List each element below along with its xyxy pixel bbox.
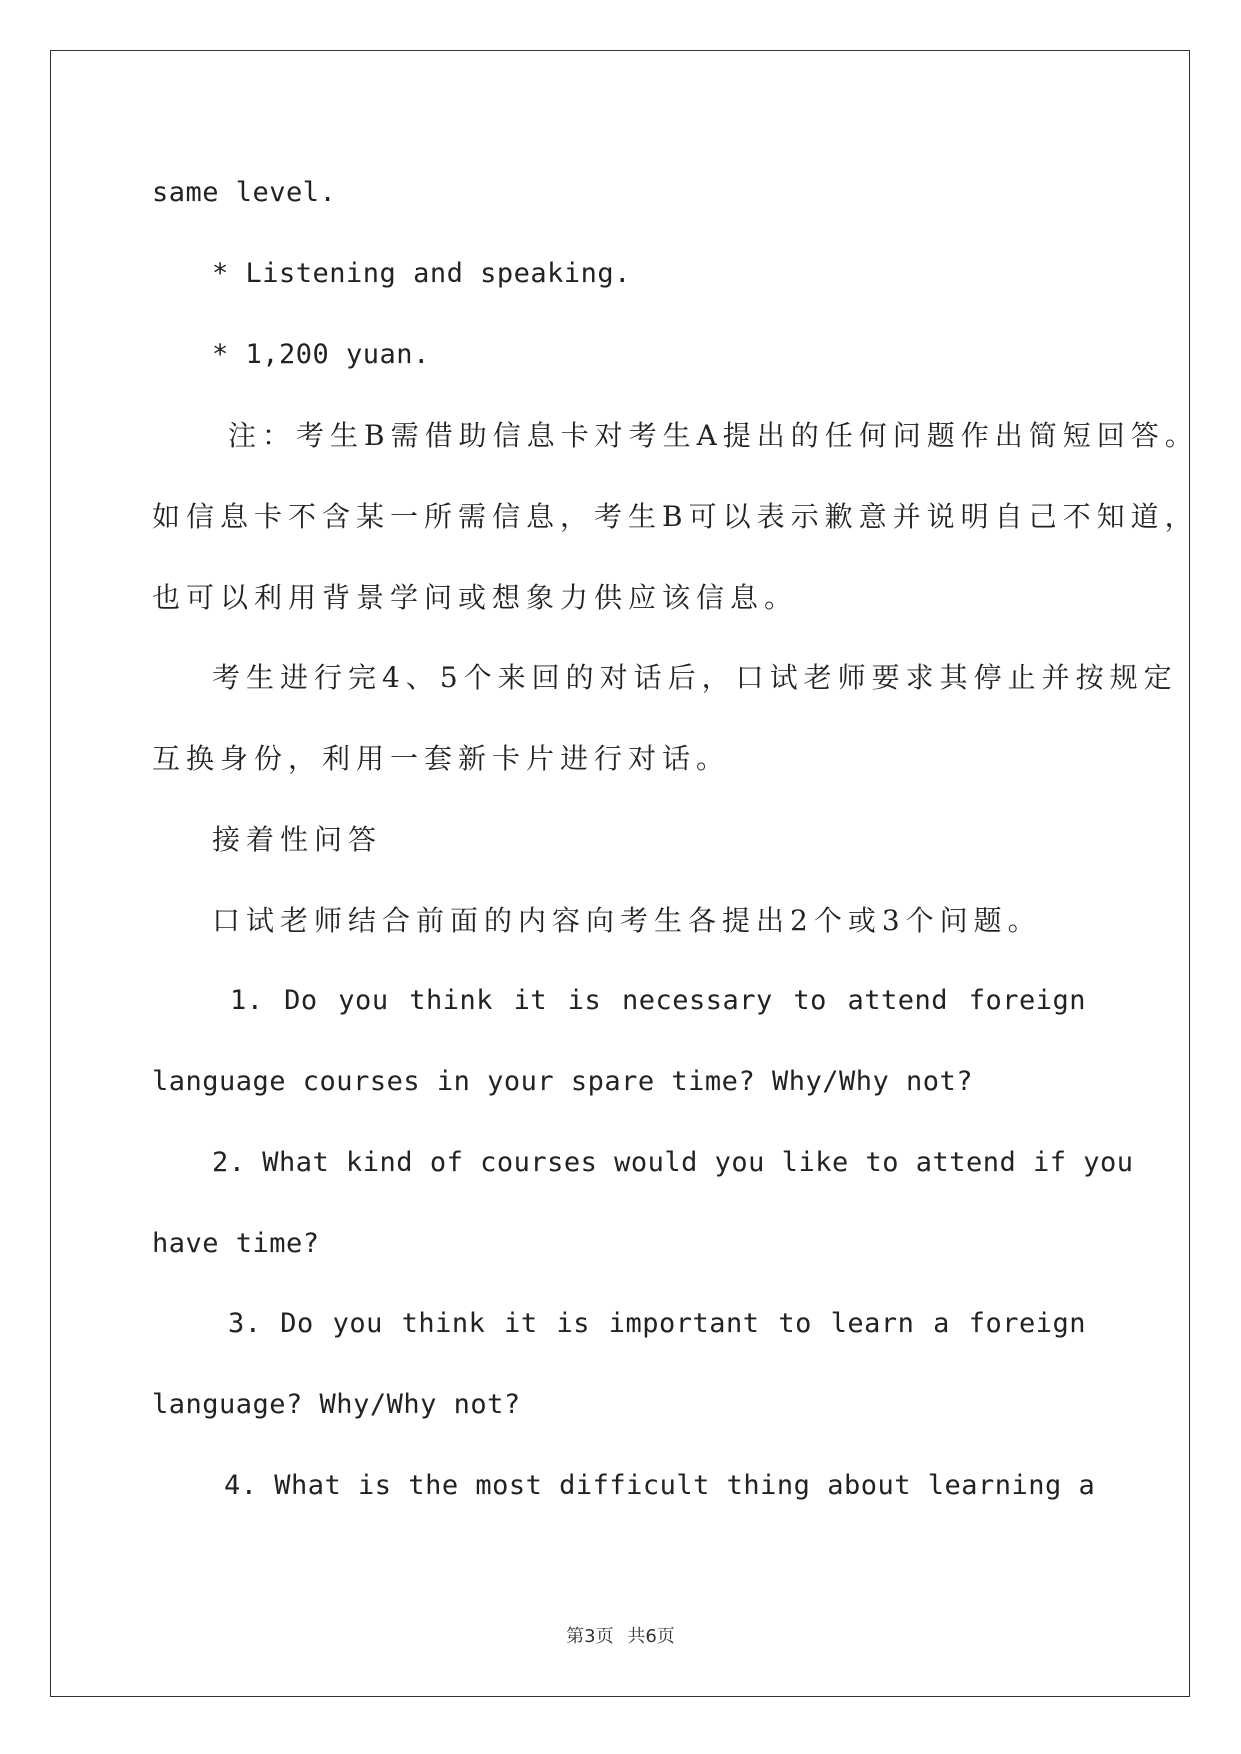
question-3-line-2: language? Why/Why not? (152, 1389, 521, 1420)
section-heading: 接着性问答 (212, 823, 383, 856)
text-line-1: same level. (152, 177, 337, 208)
question-3-line-1: 3. Do you think it is important to learn a foreign (228, 1308, 1086, 1339)
page-total: 共6页 (627, 1626, 675, 1647)
page-number: 第3页 (566, 1626, 614, 1647)
text-line-2: * Listening and speaking. (212, 258, 631, 289)
text-line-7: 考生进行完4、5个来回的对话后，口试老师要求其停止并按规定 (212, 661, 1178, 694)
page-border (50, 50, 1199, 1697)
text-line-10: 口试老师结合前面的内容向考生各提出2个或3个问题。 (212, 904, 1042, 937)
text-line-6: 也可以利用背景学问或想象力供应该信息。 (152, 581, 799, 614)
question-1-line-2: language courses in your spare time? Why/Why not? (152, 1066, 974, 1097)
question-4-line-1: 4. What is the most difficult thing about learning a (224, 1470, 1096, 1501)
text-line-5: 如信息卡不含某一所需信息，考生B可以表示歉意并说明自己不知道， (152, 500, 1199, 533)
text-line-8: 互换身份，利用一套新卡片进行对话。 (152, 742, 731, 775)
question-2-line-1: 2. What kind of courses would you like to attend if you (212, 1147, 1134, 1178)
text-line-4: 注：考生B需借助信息卡对考生A提出的任何问题作出简短回答。 (228, 419, 1199, 452)
text-line-3: * 1,200 yuan. (212, 339, 430, 370)
question-1-line-1: 1. Do you think it is necessary to attend foreign (230, 985, 1086, 1016)
question-2-line-2: have time? (152, 1228, 320, 1259)
page-footer (0, 1622, 1241, 1648)
